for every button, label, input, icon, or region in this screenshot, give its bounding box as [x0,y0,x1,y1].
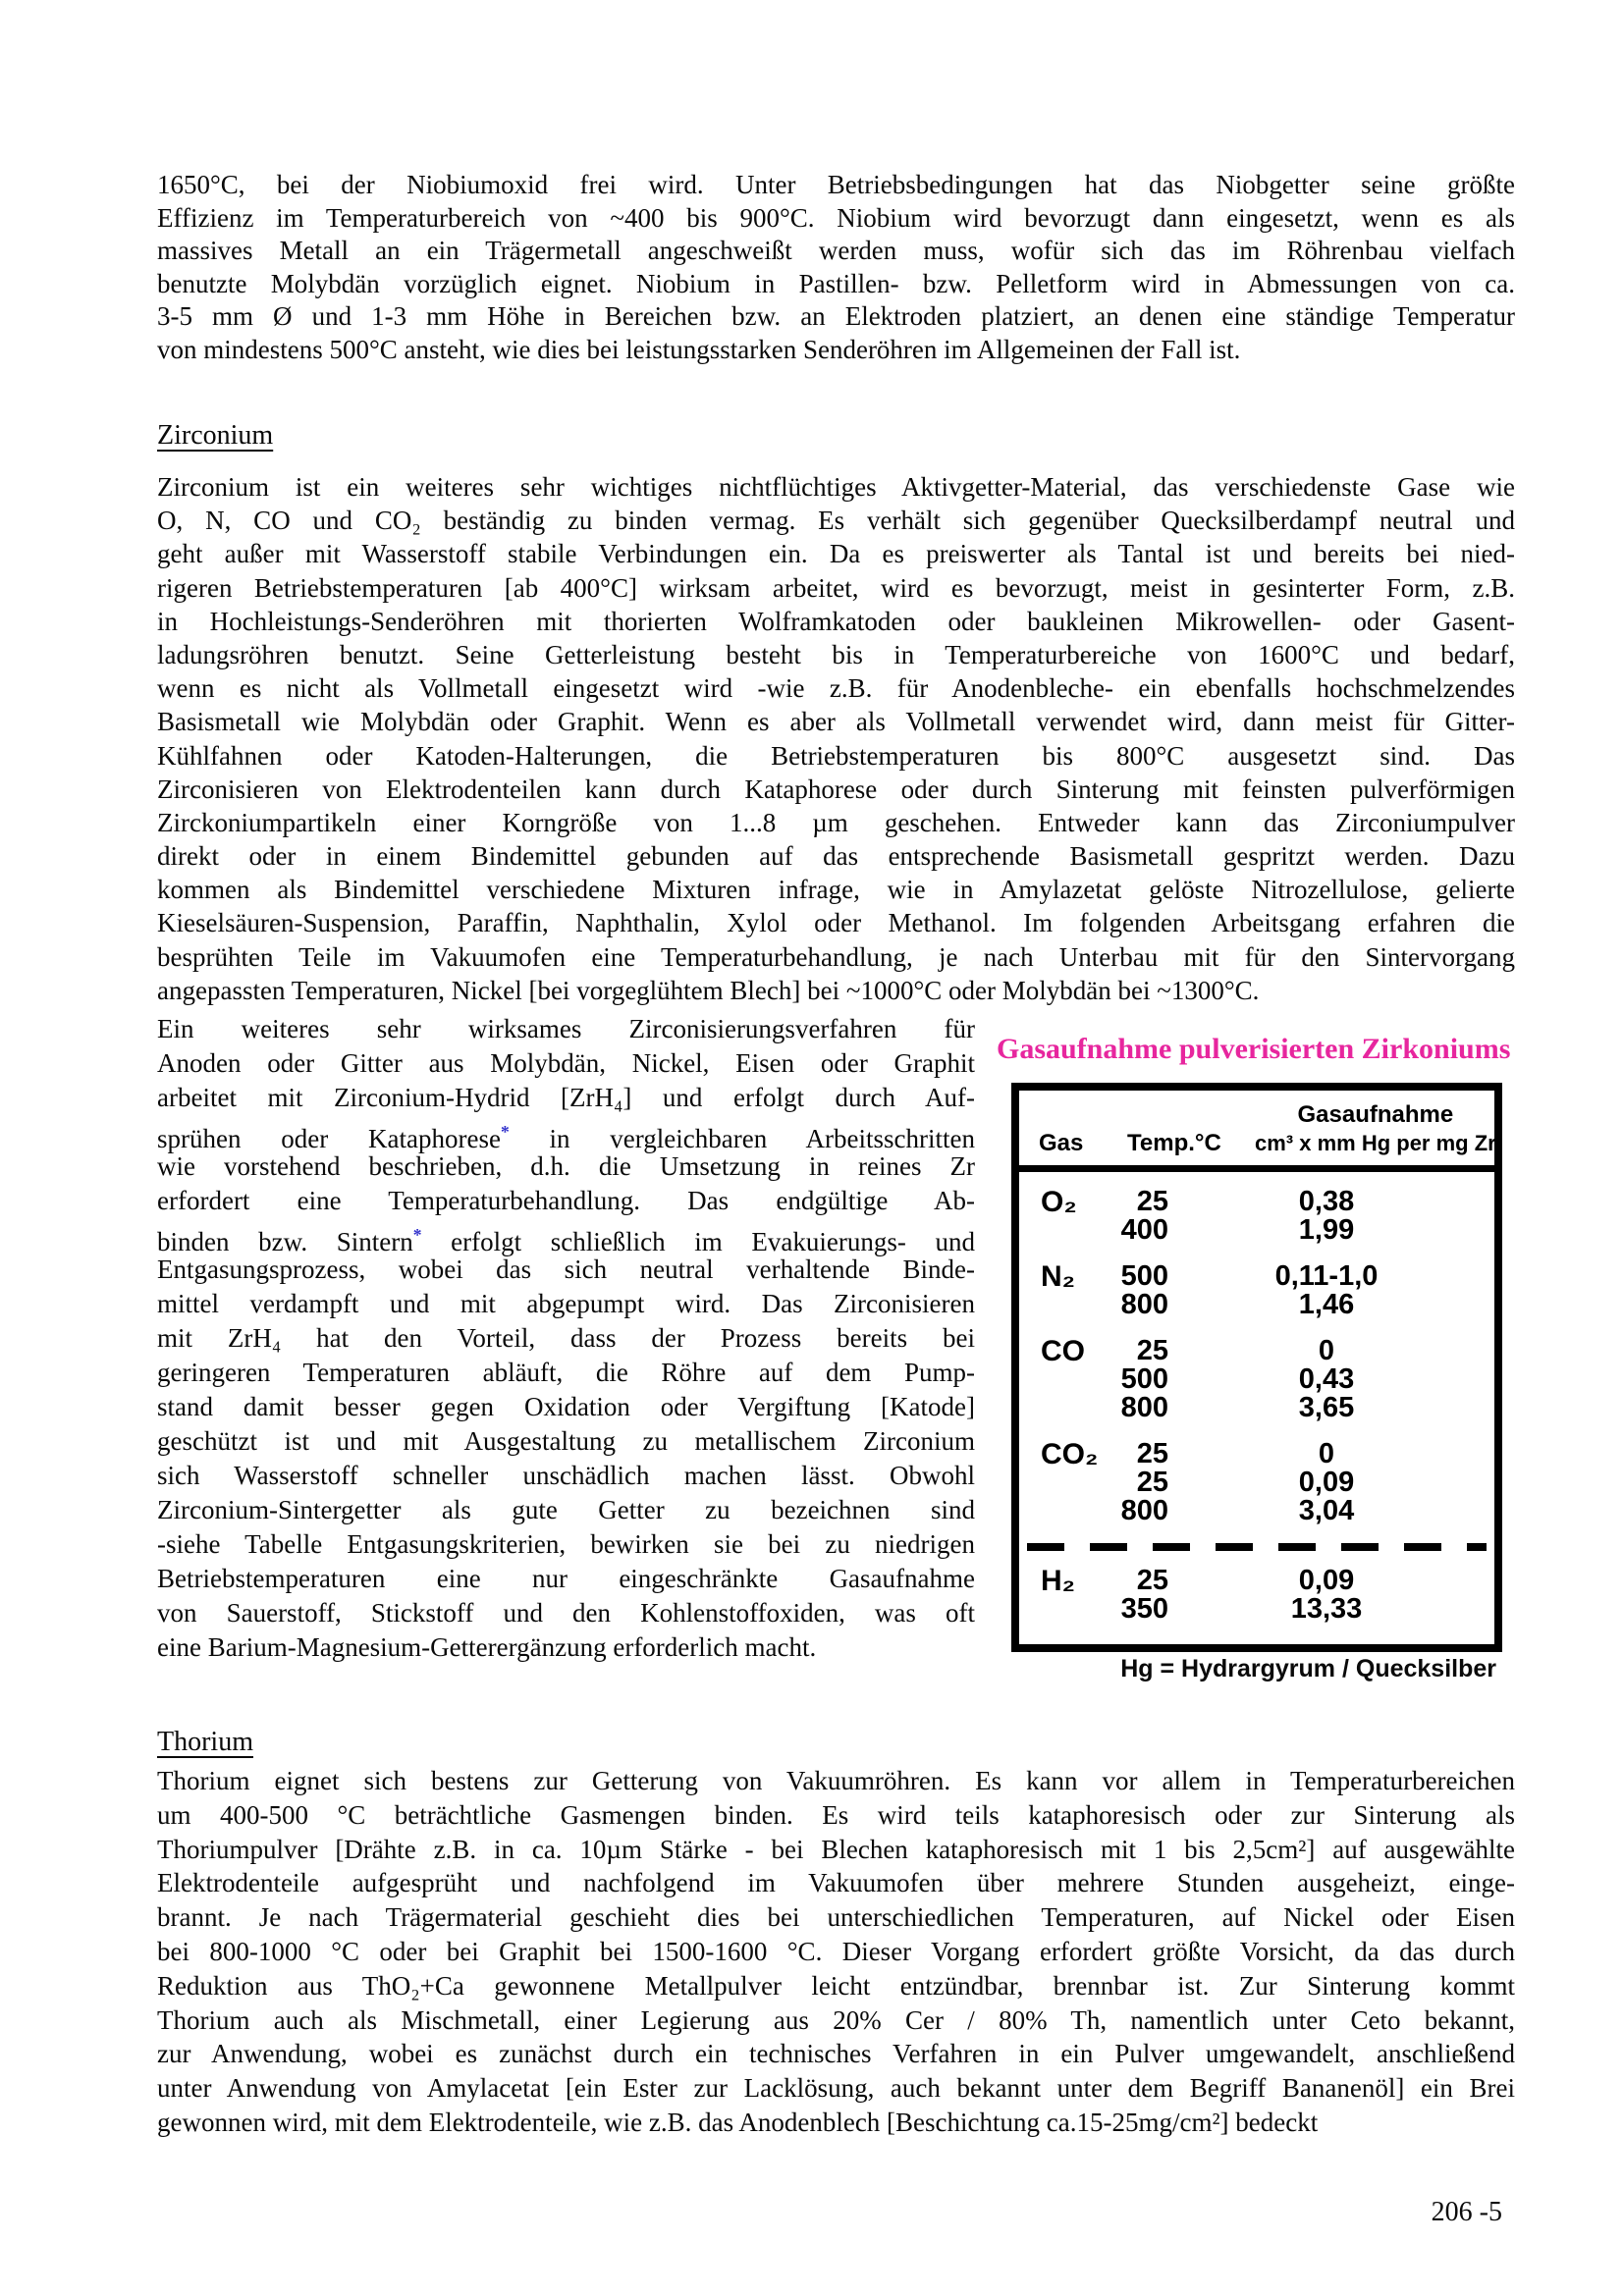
text-line: brannt. Je nach Trägermaterial geschieht dies bei unterschiedlichen Temperaturen, auf Nickel oder Eisen [157,1902,1515,1933]
temp-cell: 350 [1120,1593,1168,1625]
text-line: Betriebstemperaturen eine nur eingeschränkte Gasaufnahme [157,1564,975,1593]
temp-cell: 500 [1120,1260,1168,1292]
paragraph-zirconium-hydride-column [157,1012,975,1665]
table-header-gasaufnahme [1255,1100,1496,1157]
text-line: Thoriumpulver [Drähte z.B. in ca. 10µm Stärke - bei Blechen kataphoresisch mit 1 bis 2,5cm²] auf ausgewählte [157,1834,1515,1864]
temp-cell: 25 [1136,1186,1168,1217]
paragraph-thorium [157,1764,1515,2140]
text-line: unter Anwendung von Amylacetat [ein Ester zur Lacklösung, auch bekannt unter dem Begriff Bananenöl] ein Brei [157,2073,1515,2104]
value-cell: 0,11-1,0 [1274,1260,1379,1292]
table-row [1109,1216,1485,1245]
gas-label: CO [1041,1335,1085,1367]
table-row [1109,1440,1485,1468]
value-cell: 0 [1318,1438,1335,1469]
text-line: Kühlfahnen oder Katoden-Halterungen, die Betriebstemperaturen bis 800°C ausgesetzt sind. Das [157,740,1515,771]
temp-cell: 500 [1120,1363,1168,1395]
table-header-divider [1019,1165,1494,1172]
text-line: von mindestens 500°C ansteht, wie dies bei leistungsstarken Senderöhren im Allgemeinen der Fall ist. [157,334,1241,364]
text-line: Elektrodenteile aufgesprüht und nachfolgend im Vakuumofen über mehrere Stunden ausgeheizt, einge- [157,1868,1515,1898]
table-row [1109,1468,1485,1497]
table-body [1019,1172,1494,1624]
text-line: sprühen oder Kataphorese* in vergleichbaren Arbeitsschritten [157,1122,975,1153]
value-cell: 1,46 [1298,1289,1355,1320]
text-line: -siehe Tabelle Entgasungskriterien, bewirken sie bei zu niedrigen [157,1529,975,1559]
value-cell: 0,09 [1298,1565,1355,1596]
text-line: mit ZrH₄ hat den Vorteil, dass der Prozess bereits bei [157,1323,975,1353]
text-line: besprühten Teile im Vakuumofen eine Temperaturbehandlung, je nach Unterbau mit für den Sintervorgang [157,941,1515,972]
text-line: Effizienz im Temperaturbereich von ~400 bis 900°C. Niobium wird bevorzugt dann eingesetzt, wenn es als [157,202,1515,233]
text-line: eine Barium-Magnesium-Getterergänzung erforderlich macht. [157,1632,817,1662]
table-row [1109,1567,1485,1595]
text-line: geschützt ist und mit Ausgestaltung zu metallischem Zirconium [157,1426,975,1456]
temp-cell: 800 [1120,1289,1168,1320]
text-line: benutzte Molybdän vorzüglich eignet. Niobium in Pastillen- bzw. Pelletform wird in Abmessungen von ca. [157,268,1515,298]
table-group-h2 [1041,1567,1485,1624]
table-header-row [1019,1091,1494,1165]
text-line: gewonnen wird, mit dem Elektrodenteile, wie z.B. das Anodenblech [Beschichtung ca.15-25mg/cm²] bedeckt [157,2107,1319,2137]
temp-cell: 400 [1120,1214,1168,1246]
text-line: Ein weiteres sehr wirksames Zirconisierungsverfahren für [157,1014,975,1043]
text-line: 1650°C, bei der Niobiumoxid frei wird. Unter Betriebsbedingungen hat das Niobgetter seine größte [157,170,1515,199]
text-line: um 400-500 °C beträchtliche Gasmengen binden. Es wird teils kataphoresisch oder zur Sinterung als [157,1799,1515,1830]
text-line: Zirconium ist ein weiteres sehr wichtiges nichtflüchtiges Aktivgetter-Material, das verschiedenste Gase wie [157,472,1515,502]
text-line: ladungsröhren benutzt. Seine Getterleistung besteht bis in Temperaturbereiche von 1600°C und bedarf, [157,639,1515,669]
text-line: rigeren Betriebstemperaturen [ab 400°C] wirksam arbeitet, wird es bevorzugt, meist in gesinterter Form, z.B. [157,572,1515,603]
temp-cell: 25 [1136,1335,1168,1366]
paragraph-zirconium [157,470,1515,1007]
text-line: Zirconium-Sintergetter als gute Getter zu bezeichnen sind [157,1495,975,1524]
paragraph-niobium [157,169,1515,366]
text-line: geht außer mit Wasserstoff stabile Verbindungen ein. Da es preiswerter als Tantal ist und bereits bei nied- [157,539,1515,569]
value-cell: 0 [1318,1335,1335,1366]
table-group-co2 [1041,1440,1485,1525]
text-line: massives Metall an ein Trägermetall angeschweißt werden muss, wofür sich das im Röhrenbau vielfach [157,236,1515,265]
text-line: Zirckoniumpartikeln einer Korngröße von 1...8 µm geschehen. Entweder kann das Zirconiumpulver [157,807,1515,837]
text-line: kommen als Bindemittel verschiedene Mixturen infrage, wie in Amylazetat gelöste Nitrozellulose, gelierte [157,875,1515,905]
value-cell: 0,38 [1298,1186,1355,1217]
temp-cell: 800 [1120,1392,1168,1423]
dashed-divider [1027,1543,1487,1551]
text-line: Entgasungsprozess, wobei das sich neutral verhaltende Binde- [157,1255,975,1284]
gas-label: O₂ [1041,1186,1077,1218]
table-row [1109,1337,1485,1365]
page-number: 206 -5 [1431,2197,1502,2227]
value-cell: 0,09 [1298,1467,1355,1498]
gas-label: H₂ [1041,1565,1075,1597]
table-row [1109,1188,1485,1216]
value-cell: 13,33 [1290,1593,1363,1625]
table-row [1109,1291,1485,1319]
table-group-co [1041,1337,1485,1422]
text-line: Thorium auch als Mischmetall, einer Legierung aus 20% Cer / 80% Th, namentlich unter Ceto bekannt, [157,2004,1515,2035]
gas-label: CO₂ [1041,1438,1099,1470]
table-row [1109,1394,1485,1422]
heading-zirconium: Zirconium [157,420,274,451]
text-line: wenn es nicht als Vollmetall eingesetzt wird -wie z.B. für Anodenbleche- ein ebenfalls hochschmelzendes [157,673,1515,704]
value-cell: 1,99 [1298,1214,1355,1246]
text-line: Zirconisieren von Elektrodenteilen kann durch Kataphorese oder durch Sinterung mit feinsten pulverförmigen [157,774,1515,804]
text-line: Basismetall wie Molybdän oder Graphit. Wenn es aber als Vollmetall verwendet wird, dann meist für Gitter- [157,707,1515,737]
text-line: bei 800-1000 °C oder bei Graphit bei 1500-1600 °C. Dieser Vorgang erfordert größte Vorsicht, da das durch [157,1936,1515,1966]
table-header-temp: Temp.°C [1127,1130,1221,1156]
table-header-gas: Gas [1039,1130,1084,1156]
table-row [1109,1497,1485,1525]
text-line: angepassten Temperaturen, Nickel [bei vorgeglühtem Blech] bei ~1000°C oder Molybdän bei ~1300°C. [157,975,1260,1005]
text-line: in Hochleistungs-Senderöhren mit thorierten Wolframkatoden oder baukleinen Mikrowellen- oder Gasent- [157,606,1515,636]
gas-absorption-table [1011,1083,1502,1652]
text-line: Reduktion aus ThO₂+Ca gewonnene Metallpulver leicht entzündbar, brennbar ist. Zur Sinterung kommt [157,1970,1515,2001]
text-line: sich Wasserstoff schneller unschädlich machen lässt. Obwohl [157,1461,975,1490]
value-cell: 3,04 [1298,1495,1355,1526]
value-cell: 3,65 [1298,1392,1355,1423]
text-line: wie vorstehend beschrieben, d.h. die Umsetzung in reines Zr [157,1151,975,1181]
table-header-unit-label: cm³ x mm Hg per mg Zr [1255,1131,1496,1155]
table-row [1109,1595,1485,1624]
temp-cell: 25 [1136,1467,1168,1498]
table-group-n2 [1041,1262,1485,1319]
temp-cell: 800 [1120,1495,1168,1526]
gas-label: N₂ [1041,1260,1075,1293]
text-line: binden bzw. Sintern* erfolgt schließlich im Evakuierungs- und [157,1225,975,1256]
text-line: Kieselsäuren-Suspension, Paraffin, Naphthalin, Xylol oder Methanol. Im folgenden Arbeitsgang erfahren die [157,908,1515,938]
value-cell: 0,43 [1298,1363,1355,1395]
heading-thorium: Thorium [157,1727,253,1757]
table-header-uptake-label: Gasaufnahme [1297,1101,1454,1128]
text-line: arbeitet mit Zirconium-Hydrid [ZrH₄] und erfolgt durch Auf- [157,1083,975,1112]
text-line: zur Anwendung, wobei es zunächst durch ein technisches Verfahren in ein Pulver umgewandelt, anschließend [157,2039,1515,2069]
table-row [1109,1365,1485,1394]
text-line: erfordert eine Temperaturbehandlung. Das endgültige Ab- [157,1186,975,1215]
text-line: direkt oder in einem Bindemittel gebunden auf das entsprechende Basismetall gespritzt werden. Dazu [157,841,1515,872]
text-line: mittel verdampft und mit abgepumpt wird. Das Zirconisieren [157,1289,975,1318]
table-group-o2 [1041,1188,1485,1245]
text-line: stand damit besser gegen Oxidation oder Vergiftung [Katode] [157,1392,975,1421]
text-line: geringeren Temperaturen abläuft, die Röhre auf dem Pump- [157,1358,975,1387]
text-line: Thorium eignet sich bestens zur Getterung von Vakuumröhren. Es kann vor allem in Temperaturbereichen [157,1766,1515,1795]
text-line: 3-5 mm Ø und 1-3 mm Höhe in Bereichen bzw. an Elektroden platziert, an denen eine ständige Temperatur [157,301,1515,331]
temp-cell: 25 [1136,1565,1168,1596]
figure-title: Gasaufnahme pulverisierten Zirkoniums [997,1033,1511,1065]
text-line: Anoden oder Gitter aus Molybdän, Nickel, Eisen oder Graphit [157,1048,975,1078]
table-row [1109,1262,1485,1291]
text-line: O, N, CO und CO₂ beständig zu binden vermag. Es verhält sich gegenüber Quecksilberdampf neutral und [157,506,1515,536]
figure-footnote: Hg = Hydrargyrum / Quecksilber [1120,1655,1496,1682]
text-line: von Sauerstoff, Stickstoff und den Kohlenstoffoxiden, was oft [157,1598,975,1628]
temp-cell: 25 [1136,1438,1168,1469]
